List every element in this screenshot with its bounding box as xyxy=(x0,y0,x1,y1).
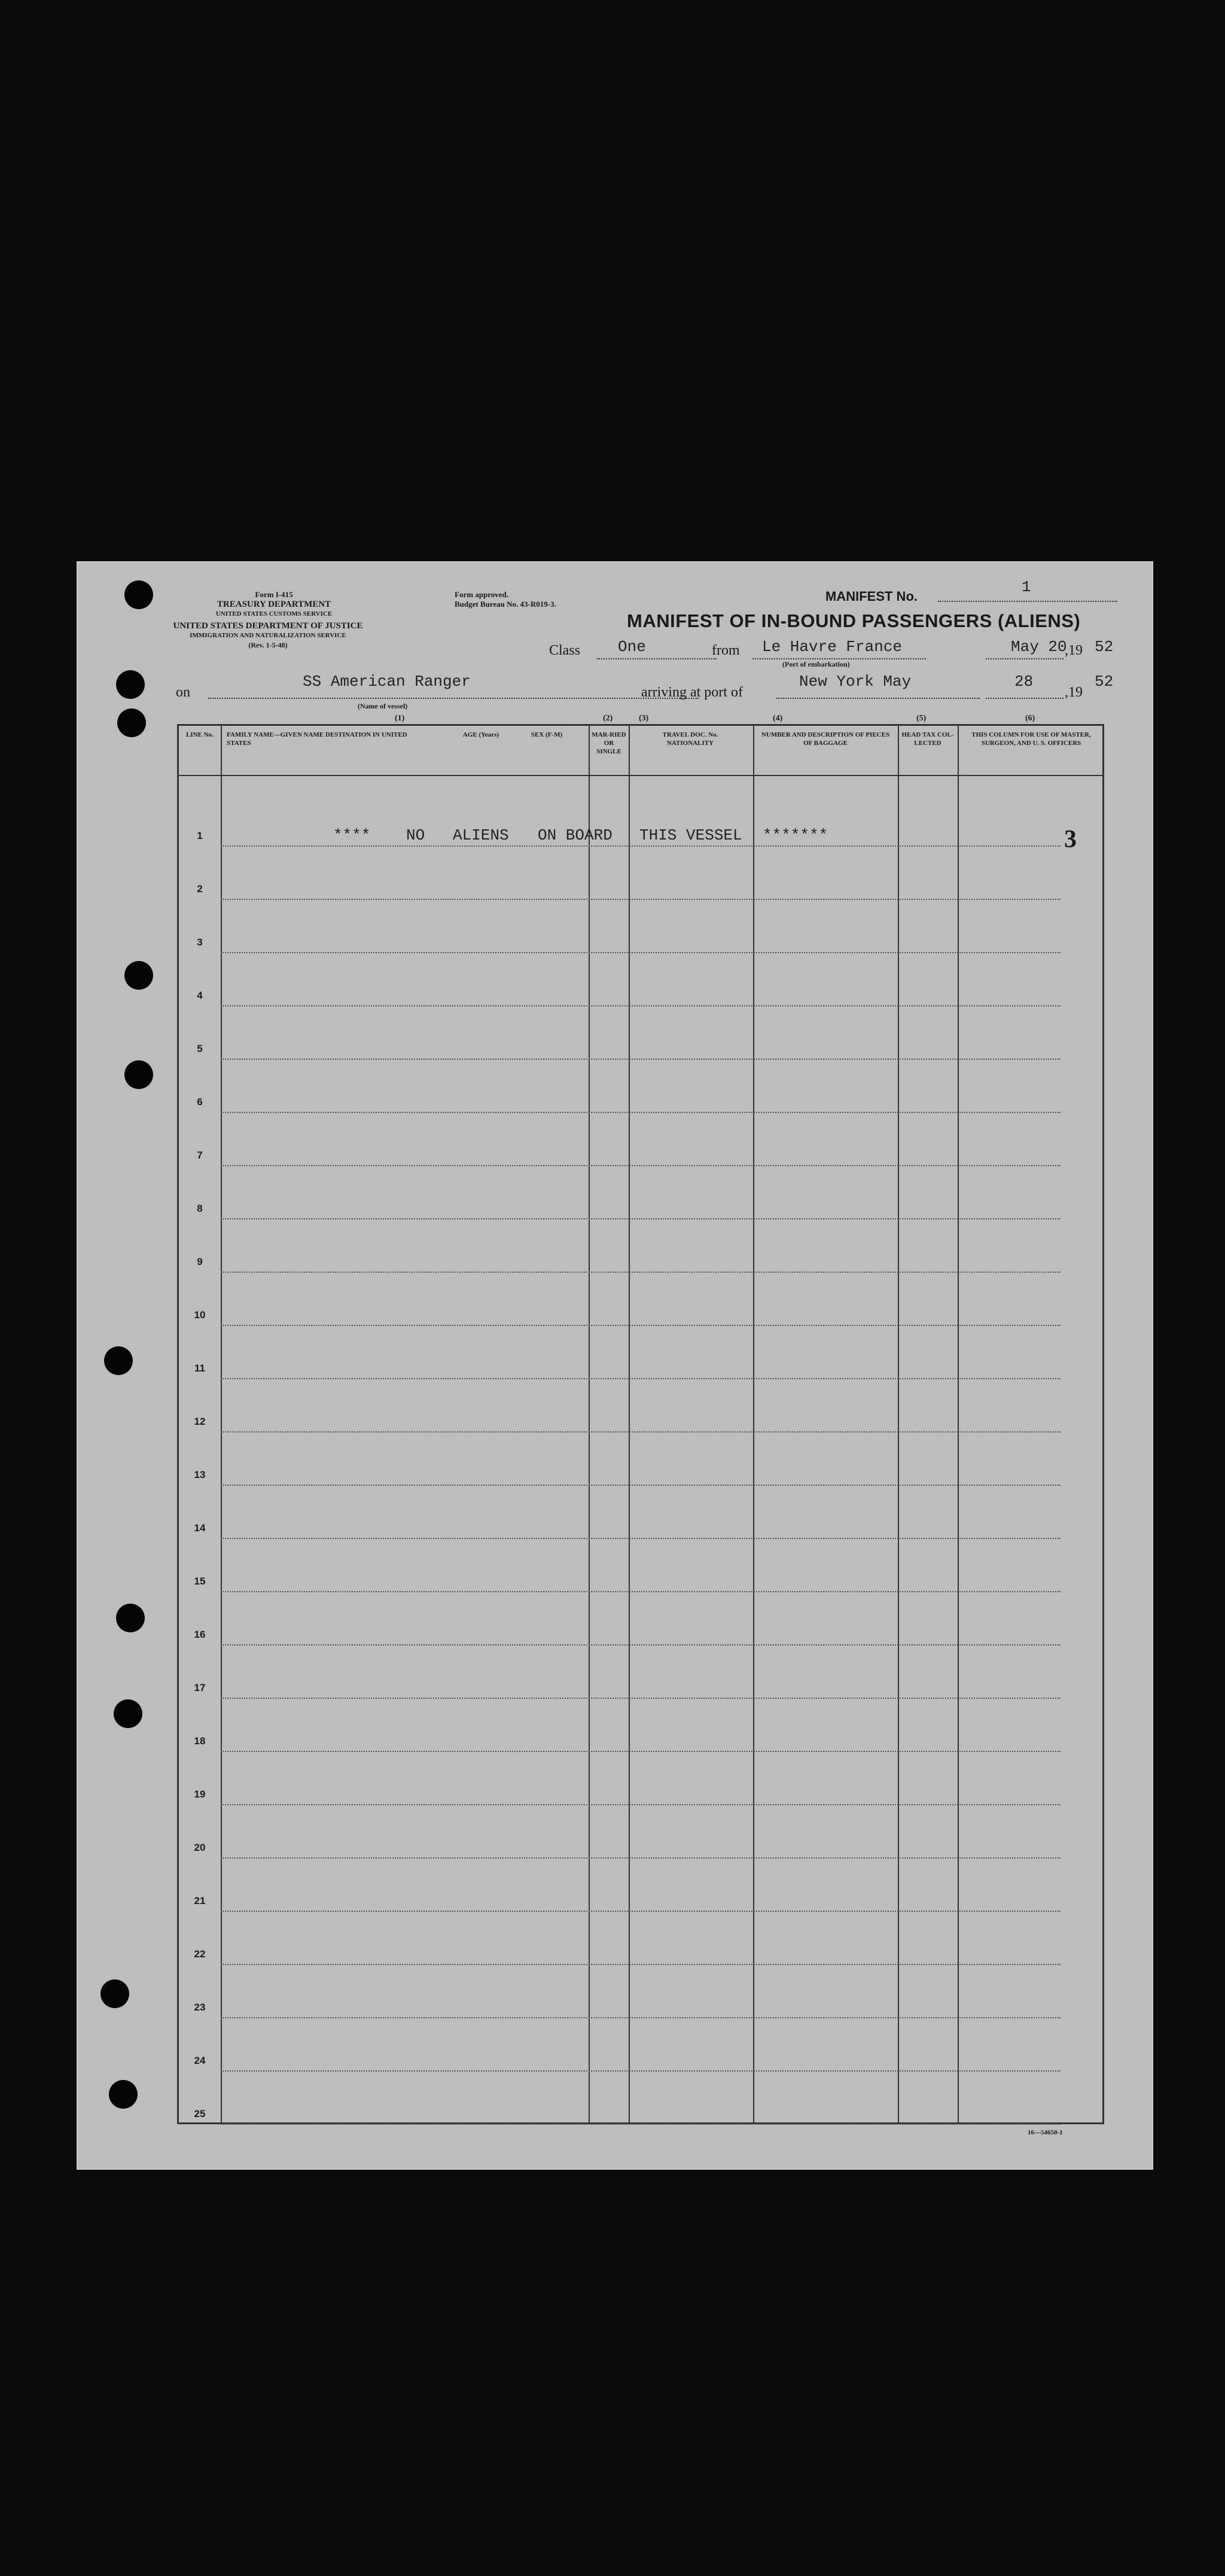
row-number: 16 xyxy=(194,1629,206,1640)
col-divider xyxy=(629,726,630,2122)
row-number: 8 xyxy=(197,1203,203,1214)
vessel-line xyxy=(208,698,699,699)
port-of-embarkation: Le Havre France xyxy=(762,638,903,656)
row-line xyxy=(221,1698,1061,1699)
justice-block xyxy=(130,621,406,650)
row-number: 19 xyxy=(194,1789,206,1800)
row-line xyxy=(221,1378,1061,1379)
row-line xyxy=(221,1165,1061,1166)
punch-hole xyxy=(124,580,153,609)
row-line xyxy=(221,1591,1061,1592)
embark-caption: (Port of embarkation) xyxy=(782,660,850,668)
row-line xyxy=(221,1218,1061,1219)
row-line xyxy=(221,1804,1061,1805)
class-label: Class xyxy=(549,643,581,658)
row-line xyxy=(221,1538,1061,1539)
ins-service: IMMIGRATION AND NATURALIZATION SERVICE xyxy=(190,632,346,639)
arrival-year: 52 xyxy=(1095,673,1114,691)
row-number: 11 xyxy=(194,1362,205,1374)
page-title: MANIFEST OF IN-BOUND PASSENGERS (ALIENS) xyxy=(627,610,1081,631)
entry-stars-left: **** xyxy=(333,826,371,844)
punch-hole xyxy=(104,1346,133,1375)
arrival-day: 28 xyxy=(1014,673,1034,691)
entry-aliens: ALIENS xyxy=(453,826,509,844)
row-number: 12 xyxy=(194,1416,206,1427)
col-num-6: (6) xyxy=(1025,714,1035,723)
row-number: 6 xyxy=(197,1096,203,1108)
row-line xyxy=(221,1964,1061,1965)
passenger-table xyxy=(177,724,1104,2124)
revision: (Rev. 1-5-48) xyxy=(248,641,288,649)
arrival-line xyxy=(776,698,980,699)
arrival-year-prefix: ,19 xyxy=(1065,685,1083,700)
punch-hole xyxy=(116,1604,145,1632)
row-number: 13 xyxy=(194,1469,206,1480)
form-approved: Form approved. xyxy=(455,590,509,599)
year-prefix: ,19 xyxy=(1065,643,1083,658)
row-line xyxy=(221,952,1061,953)
punch-hole xyxy=(109,2080,138,2109)
punch-hole xyxy=(124,1060,153,1089)
customs-service: UNITED STATES CUSTOMS SERVICE xyxy=(215,610,333,618)
col-num-3: (3) xyxy=(639,714,649,723)
col-num-5: (5) xyxy=(916,714,927,723)
row-line xyxy=(221,846,1061,847)
header-married: MAR-RIED OR SINGLE xyxy=(592,731,626,755)
punch-hole xyxy=(100,1979,129,2008)
budget-bureau: Budget Bureau No. 43-R019-3. xyxy=(455,600,556,609)
row-number: 5 xyxy=(197,1043,203,1054)
row-number: 22 xyxy=(194,1948,206,1960)
row-line xyxy=(221,1485,1061,1486)
col-num-2: (2) xyxy=(603,714,613,723)
col-num-1: (1) xyxy=(395,714,405,723)
col-divider xyxy=(221,726,222,2122)
row-line xyxy=(221,1644,1061,1646)
punch-hole xyxy=(116,670,145,699)
row-number: 10 xyxy=(194,1309,206,1321)
row-line xyxy=(221,1005,1061,1006)
row-line xyxy=(221,1431,1061,1433)
entry-this-vessel: THIS VESSEL xyxy=(639,826,742,844)
header-head-tax: HEAD TAX COL-LECTED xyxy=(901,731,954,747)
col-num-4: (4) xyxy=(773,714,783,723)
header-line-no: LINE No. xyxy=(186,731,214,738)
manifest-sheet xyxy=(77,561,1153,2170)
row-number: 2 xyxy=(197,883,203,895)
row-line xyxy=(221,2017,1061,2018)
departure-year: 52 xyxy=(1095,638,1114,656)
manifest-line xyxy=(938,601,1117,602)
header-sex: SEX (F-M) xyxy=(531,731,563,738)
date-line xyxy=(986,658,1064,659)
row-line xyxy=(221,1325,1061,1326)
arrival-day-line xyxy=(986,698,1064,699)
col-divider xyxy=(589,726,590,2122)
arriving-label: arriving at port of xyxy=(641,685,743,700)
row-number: 15 xyxy=(194,1576,206,1587)
departure-date: May 20 xyxy=(1011,638,1067,656)
on-label: on xyxy=(176,685,190,700)
row-line xyxy=(221,1911,1061,1912)
punch-hole xyxy=(124,961,153,990)
row-number: 4 xyxy=(197,990,203,1001)
class-value: One xyxy=(618,638,646,656)
row-number: 21 xyxy=(194,1895,206,1906)
row-line xyxy=(221,1112,1061,1113)
row-line xyxy=(221,2124,1061,2125)
print-code: 16—54650-1 xyxy=(1028,2129,1063,2136)
header-baggage: NUMBER AND DESCRIPTION OF PIECES OF BAGGAGE xyxy=(761,731,890,747)
justice-department: UNITED STATES DEPARTMENT OF JUSTICE xyxy=(173,621,363,631)
row-line xyxy=(221,1059,1061,1060)
row-line xyxy=(221,1857,1061,1859)
manifest-number: 1 xyxy=(1022,578,1031,596)
row-number: 18 xyxy=(194,1735,206,1747)
vessel-name: SS American Ranger xyxy=(303,673,471,691)
form-header-block xyxy=(184,590,364,619)
col-divider xyxy=(753,726,754,2122)
department: TREASURY DEPARTMENT xyxy=(217,600,331,609)
row-line xyxy=(221,2070,1061,2072)
from-label: from xyxy=(712,643,740,658)
row-number: 7 xyxy=(197,1149,203,1161)
manifest-label: MANIFEST No. xyxy=(825,589,918,604)
header-officers: THIS COLUMN FOR USE OF MASTER, SURGEON, AND U. S. OFFICERS xyxy=(971,731,1091,747)
row-number: 25 xyxy=(194,2108,206,2119)
class-line xyxy=(597,658,717,659)
row-line xyxy=(221,1272,1061,1273)
col-divider xyxy=(958,726,959,2122)
entry-no: NO xyxy=(406,826,425,844)
form-number: Form I-415 xyxy=(255,590,293,599)
row-number: 9 xyxy=(197,1256,203,1267)
row-line xyxy=(221,1751,1061,1752)
row-line xyxy=(221,899,1061,900)
vessel-caption: (Name of vessel) xyxy=(358,702,408,710)
row-number: 14 xyxy=(194,1522,206,1534)
entry-stars-right: ******* xyxy=(763,826,828,844)
officer-mark: 3 xyxy=(1064,826,1077,853)
row-number: 24 xyxy=(194,2055,206,2066)
entry-on-board: ON BOARD xyxy=(538,826,612,844)
header-travel-doc: TRAVEL DOC. No. NATIONALITY xyxy=(662,731,718,747)
header-age: AGE (Years) xyxy=(462,731,499,738)
row-number: 3 xyxy=(197,936,203,948)
approval-block xyxy=(455,590,556,609)
row-number: 23 xyxy=(194,2002,206,2013)
arrival-port: New York May xyxy=(799,673,912,691)
punch-hole xyxy=(114,1699,142,1728)
punch-hole xyxy=(117,708,146,737)
row-number: 20 xyxy=(194,1842,206,1853)
col-divider xyxy=(898,726,899,2122)
row-number: 17 xyxy=(194,1682,206,1693)
header-divider xyxy=(179,775,1102,776)
row-number: 1 xyxy=(197,830,203,841)
header-name: FAMILY NAME—GIVEN NAME DESTINATION IN UNITED STATES xyxy=(227,731,407,747)
